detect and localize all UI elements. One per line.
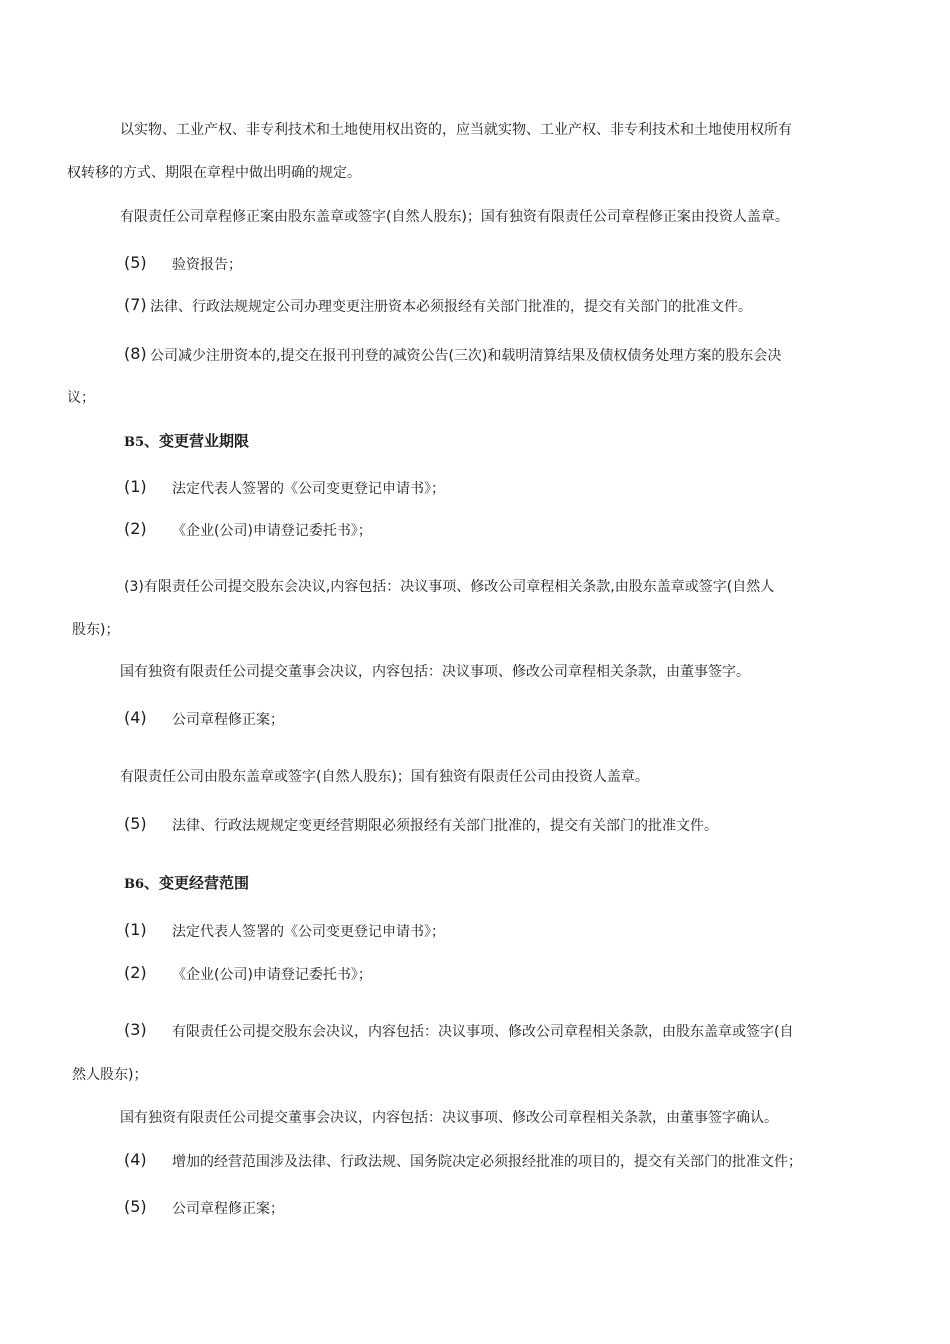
section-code: B5 (124, 435, 145, 450)
item-text-continued: 议； (67, 390, 95, 406)
item-number: (3) (124, 1020, 147, 1039)
item-text: 验资报告； (172, 257, 242, 273)
item-text: 法律、行政法规规定公司办理变更注册资本必须报经有关部门批准的，提交有关部门的批准文件。 (150, 299, 752, 315)
section-title: 、变更营业期限 (144, 432, 250, 450)
item-number: (4) (124, 708, 147, 727)
item-text: 公司章程修正案； (172, 1201, 284, 1217)
item-number: (5) (124, 1197, 147, 1216)
paragraph-line: 有限责任公司由股东盖章或签字(自然人股东)；国有独资有限责任公司由投资人盖章。 (120, 769, 649, 785)
item-text: 公司减少注册资本的,提交在报刊刊登的减资公告(三次)和载明清算结果及债权债务处理方案的股东会决 (150, 348, 782, 364)
item-text: (3)有限责任公司提交股东会决议,内容包括：决议事项、修改公司章程相关条款,由股东盖章或签字(自然人 (124, 579, 775, 595)
item-text: 《企业(公司)申请登记委托书》； (172, 967, 372, 983)
item-text: 《企业(公司)申请登记委托书》； (172, 523, 372, 539)
item-number: (5) (124, 253, 147, 272)
item-number: (2) (124, 519, 147, 538)
item-number: (8) (124, 344, 147, 363)
item-number: (1) (124, 920, 147, 939)
item-number: (2) (124, 963, 147, 982)
item-text: 法律、行政法规规定变更经营期限必须报经有关部门批准的，提交有关部门的批准文件。 (172, 818, 718, 834)
paragraph-line: 国有独资有限责任公司提交董事会决议，内容包括：决议事项、修改公司章程相关条款，由董事签字确认。 (120, 1110, 778, 1126)
item-text: 增加的经营范围涉及法律、行政法规、国务院决定必须报经批准的项目的，提交有关部门的批准文件； (172, 1154, 802, 1170)
item-text: 公司章程修正案； (172, 712, 284, 728)
section-title: 、变更经营范围 (144, 874, 250, 892)
paragraph-line: 权转移的方式、期限在章程中做出明确的规定。 (67, 165, 361, 181)
item-number: (5) (124, 814, 147, 833)
section-heading-b5 (124, 432, 249, 452)
item-number: (4) (124, 1150, 147, 1169)
paragraph-line: 国有独资有限责任公司提交董事会决议，内容包括：决议事项、修改公司章程相关条款，由董事签字。 (120, 664, 750, 680)
item-text: 有限责任公司提交股东会决议，内容包括：决议事项、修改公司章程相关条款，由股东盖章或签字(自 (172, 1024, 794, 1040)
item-text: 法定代表人签署的《公司变更登记申请书》； (172, 924, 445, 940)
section-heading-b6 (124, 874, 249, 894)
section-code: B6 (124, 877, 145, 892)
item-text-continued: 股东)； (72, 622, 120, 638)
paragraph-line: 以实物、工业产权、非专利技术和土地使用权出资的，应当就实物、工业产权、非专利技术和土地使用权所有 (120, 122, 792, 138)
item-text: 法定代表人签署的《公司变更登记申请书》； (172, 481, 445, 497)
item-number: (7) (124, 295, 147, 314)
paragraph-line: 有限责任公司章程修正案由股东盖章或签字(自然人股东)；国有独资有限责任公司章程修正案由投资人盖章。 (120, 209, 789, 225)
item-number: (1) (124, 477, 147, 496)
item-text-continued: 然人股东)； (72, 1067, 148, 1083)
